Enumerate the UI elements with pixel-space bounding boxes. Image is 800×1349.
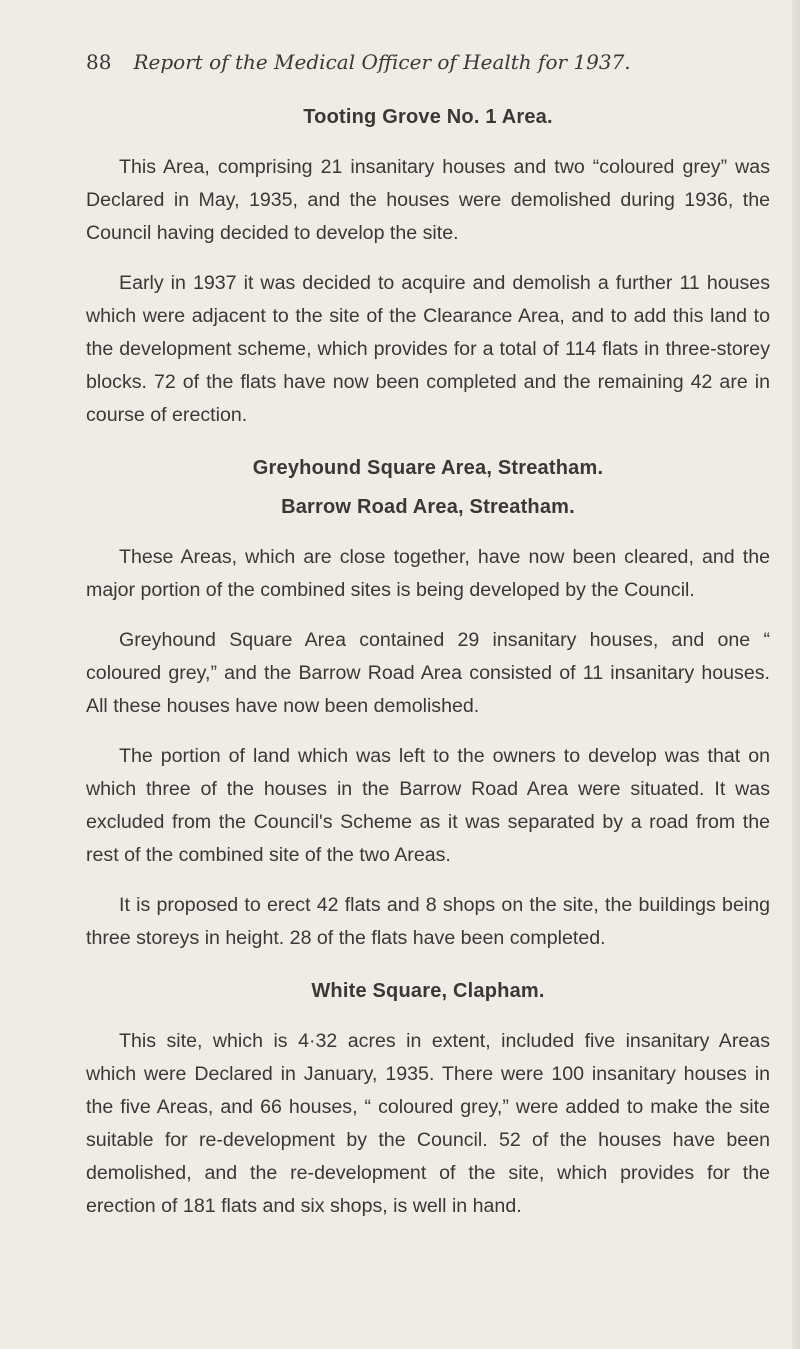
section-white-square xyxy=(86,980,770,1223)
page-header xyxy=(86,50,770,74)
section-subheading: Barrow Road Area, Streatham. xyxy=(281,496,575,518)
paragraph: This site, which is 4·32 acres in extent, included five insanitary Areas which were Declared in January, 1935. There were 100 insanitary houses in the five Areas, and 66 houses, “ coloured grey,” were added to make the site suitable for re-development by the Council. 52 of the houses have been demolished, and the re-development of the site, which provides for the erection of 181 flats and six shops, is well in hand. xyxy=(86,1030,770,1217)
page-number: 88 xyxy=(86,50,112,74)
paragraph: Greyhound Square Area contained 29 insanitary houses, and one “ coloured grey,” and the Barrow Road Area consisted of 11 insanitary houses. All these houses have now been demolished. xyxy=(86,629,770,717)
running-title: Report of the Medical Officer of Health for 1937. xyxy=(133,50,631,74)
paragraph: The portion of land which was left to the owners to develop was that on which three of the houses in the Barrow Road Area were situated. It was excluded from the Council's Scheme as it was separated by a road from the rest of the combined site of the two Areas. xyxy=(86,745,770,866)
page-edge xyxy=(792,0,800,1349)
paragraph: These Areas, which are close together, have now been cleared, and the major portion of the combined sites is being developed by the Council. xyxy=(86,546,770,601)
paragraph: Early in 1937 it was decided to acquire and demolish a further 11 houses which were adjacent to the site of the Clearance Area, and to add this land to the development scheme, which provides for a total of 114 flats in three-storey blocks. 72 of the flats have now been completed and the remaining 42 are in course of erection. xyxy=(86,272,770,426)
paragraph: It is proposed to erect 42 flats and 8 shops on the site, the buildings being three storeys in height. 28 of the flats have been completed. xyxy=(86,894,770,949)
document-page xyxy=(86,50,770,1240)
section-greyhound-square xyxy=(86,457,770,955)
paragraph: This Area, comprising 21 insanitary houses and two “coloured grey” was Declared in May, 1935, and the houses were demolished during 1936, the Council having decided to develop the site. xyxy=(86,156,770,244)
section-heading: Greyhound Square Area, Streatham. xyxy=(252,457,604,479)
section-heading: White Square, Clapham. xyxy=(311,980,545,1002)
section-tooting-grove xyxy=(86,106,770,432)
section-heading: Tooting Grove No. 1 Area. xyxy=(303,106,553,128)
